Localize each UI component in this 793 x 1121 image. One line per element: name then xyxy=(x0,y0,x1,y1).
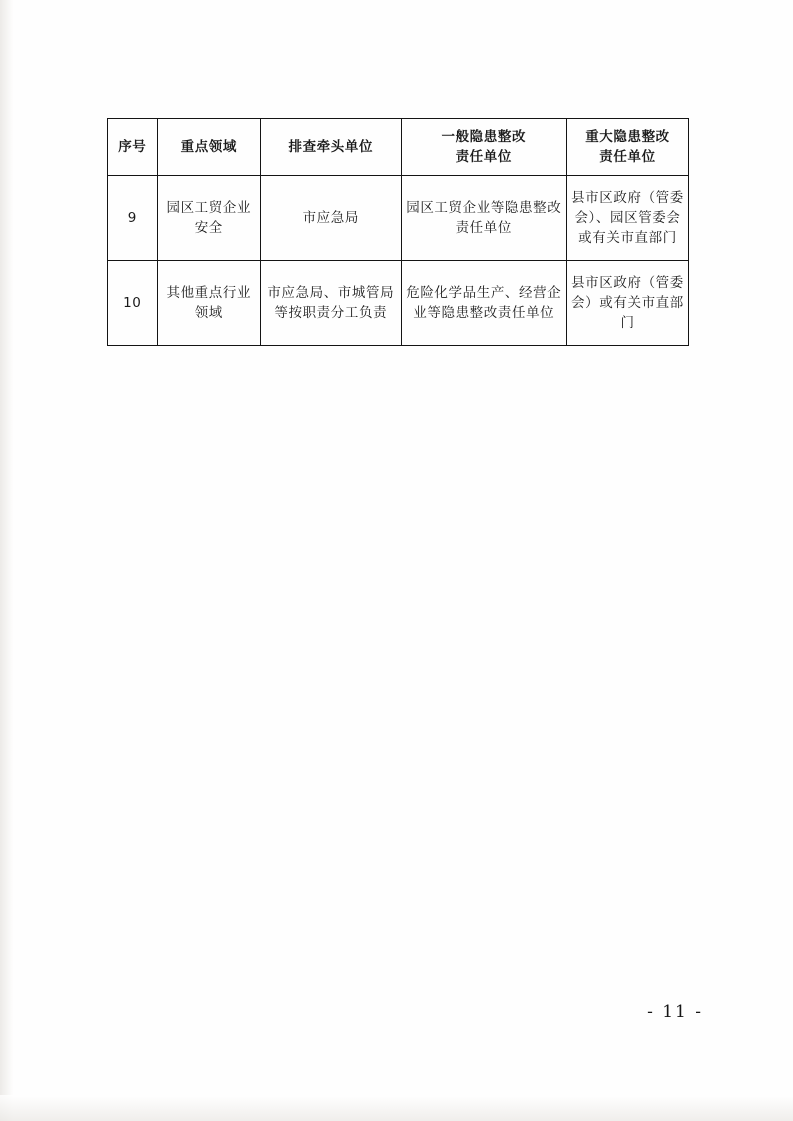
column-header-field: 重点领域 xyxy=(157,119,260,176)
scan-edge-left xyxy=(0,0,14,1121)
table-header-row xyxy=(108,119,689,176)
column-header-general-unit xyxy=(401,119,566,176)
table-header xyxy=(108,119,689,176)
table-body xyxy=(108,176,689,346)
column-header-seq: 序号 xyxy=(108,119,158,176)
cell-seq: 10 xyxy=(108,261,158,346)
cell-lead-unit: 市应急局 xyxy=(260,176,401,261)
cell-general-unit: 危险化学品生产、经营企业等隐患整改责任单位 xyxy=(401,261,566,346)
cell-field: 其他重点行业领域 xyxy=(157,261,260,346)
column-header-major-unit-line1: 重大隐患整改 xyxy=(585,128,670,145)
column-header-general-unit-line1: 一般隐患整改 xyxy=(441,128,527,145)
page-number: - 11 - xyxy=(647,1002,703,1022)
responsibility-table-container xyxy=(107,118,689,346)
table-row xyxy=(108,176,689,261)
table-row xyxy=(108,261,689,346)
cell-lead-unit: 市应急局、市城管局等按职责分工负责 xyxy=(260,261,401,346)
column-header-lead-unit: 排查牵头单位 xyxy=(260,119,401,176)
cell-major-unit: 县市区政府（管委会）或有关市直部门 xyxy=(566,261,688,346)
column-header-major-unit xyxy=(566,119,688,176)
cell-field: 园区工贸企业安全 xyxy=(157,176,260,261)
scan-edge-bottom xyxy=(0,1095,793,1121)
column-header-major-unit-line2: 责任单位 xyxy=(599,149,656,165)
column-header-general-unit-line2: 责任单位 xyxy=(455,149,512,165)
cell-general-unit: 园区工贸企业等隐患整改责任单位 xyxy=(401,176,566,261)
cell-major-unit: 县市区政府（管委会）、园区管委会或有关市直部门 xyxy=(566,176,688,261)
cell-seq: 9 xyxy=(108,176,158,261)
responsibility-table xyxy=(107,118,689,346)
